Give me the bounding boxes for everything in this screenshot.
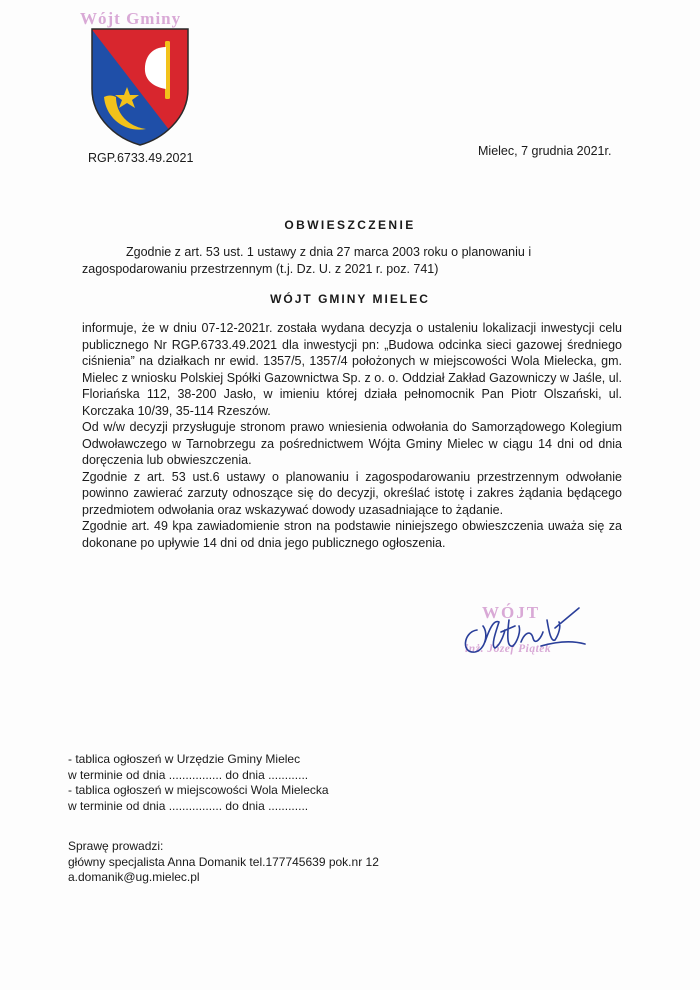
announcement-body (82, 320, 622, 551)
paragraph-notification: Zgodnie art. 49 kpa zawiadomienie stron na podstawie niniejszego obwieszczenia uważa się za dokonane po upływie 14 dni od dnia jego publicznego ogłoszenia. (82, 519, 622, 550)
notice-line: - tablica ogłoszeń w Urzędzie Gminy Mielec (68, 752, 301, 766)
notice-line: w terminie od dnia ................ do dnia ............ (68, 798, 309, 813)
place-and-date: Mielec, 7 grudnia 2021r. (478, 144, 612, 158)
paragraph-appeal-right: Od w/w decyzji przysługuje stronom prawo wniesienia odwołania do Samorządowego Kolegium Odwoławczego w Tarnobrzegu za pośrednictwem Wójta Gminy Mielec w ciągu 14 dni od dnia doręczenia lub obwieszczenia. (82, 420, 622, 467)
posting-locations (68, 752, 468, 814)
contact-block (68, 839, 468, 886)
reference-number: RGP.6733.49.2021 (88, 151, 194, 165)
contact-email: a.domanik@ug.mielec.pl (68, 870, 200, 884)
signature-stamp-name: inż. Józef Piątek (465, 643, 552, 655)
notice-line: w terminie od dnia ................ do dnia ............ (68, 767, 309, 782)
contact-person: główny specjalista Anna Domanik tel.177745639 pok.nr 12 (68, 854, 379, 869)
issuing-authority: WÓJT GMINY MIELEC (270, 292, 430, 306)
signature-stamp-title: WÓJT (482, 603, 541, 622)
header-stamp: Wójt Gminy (80, 9, 182, 28)
contact-label: Sprawę prowadzi: (68, 839, 164, 853)
paragraph-appeal-content: Zgodnie z art. 53 ust.6 ustawy o planowaniu i zagospodarowaniu przestrzennym odwołanie powinno zawierać zarzuty odnoszące się do decyzji, określać istotę i zakres żądania będącego przedmiotem odwołania oraz wskazywać dowody uzasadniające to żądanie. (82, 469, 622, 517)
document-title: OBWIESZCZENIE (284, 218, 416, 232)
paragraph-decision: informuje, że w dniu 07-12-2021r. została wydana decyzja o ustaleniu lokalizacji inwestycji celu publicznego Nr RGP.6733.49.2021 dla inwestycji pn: „Budowa odcinka sieci gazowej średniego ciśnienia” na działkach nr ewid. 1357/5, 1357/4 położonych w miejscowości Wola Mielecka, gm. Mielec z wniosku Polskiej Spółki Gazownictwa Sp. z o. o. Oddział Zakład Gazowniczy w Jaśle, ul. Floriańska 112, 38-200 Jasło, w imieniu której działa pełnomocnik Pan Piotr Olszański, ul. Korczaka 10/39, 35-114 Rzeszów. (82, 321, 622, 418)
coat-of-arms-icon (90, 27, 190, 147)
legal-basis: Zgodnie z art. 53 ust. 1 ustawy z dnia 27 marca 2003 roku o planowaniu i zagospodarowaniu przestrzennym (t.j. Dz. U. z 2021 r. poz. 741) (82, 245, 532, 276)
notice-line: - tablica ogłoszeń w miejscowości Wola Mielecka (68, 783, 329, 797)
handwritten-signature-icon (455, 602, 595, 672)
